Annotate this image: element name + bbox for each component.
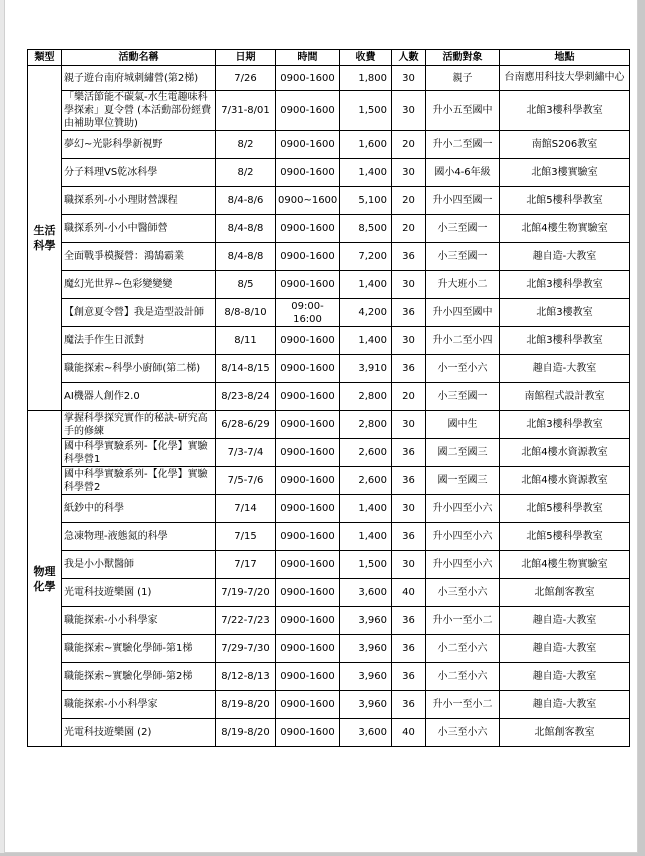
cell-count: 30 [392, 411, 426, 439]
cell-date: 7/17 [216, 551, 276, 579]
cell-date: 8/14-8/15 [216, 355, 276, 383]
cell-target: 升小四至小六 [426, 495, 500, 523]
cell-target: 國二至國三 [426, 439, 500, 467]
cell-count: 36 [392, 299, 426, 327]
cell-activity-name: 職探系列-小小中醫師營 [62, 215, 216, 243]
table-row [28, 719, 630, 747]
cell-fee: 1,400 [340, 495, 392, 523]
cell-activity-name: 職能探索~科學小廚師(第二梯) [62, 355, 216, 383]
cell-venue: 趣自造-大教室 [500, 691, 630, 719]
cell-activity-name: 職能探索~實驗化學師-第1梯 [62, 635, 216, 663]
cell-time: 0900-1600 [276, 243, 340, 271]
cell-type: 物理 化學 [28, 411, 62, 747]
table-row [28, 299, 630, 327]
cell-target: 升小四至國一 [426, 187, 500, 215]
cell-fee: 3,910 [340, 355, 392, 383]
cell-fee: 1,400 [340, 159, 392, 187]
cell-activity-name: 夢幻~光影科學新視野 [62, 131, 216, 159]
table-row [28, 91, 630, 131]
cell-activity-name: 【創意夏令營】我是造型設計師 [62, 299, 216, 327]
cell-target: 國小4-6年級 [426, 159, 500, 187]
cell-venue: 北館創客教室 [500, 719, 630, 747]
cell-activity-name: 分子料理VS乾冰科學 [62, 159, 216, 187]
cell-time: 0900-1600 [276, 579, 340, 607]
cell-count: 36 [392, 355, 426, 383]
activity-table [27, 49, 630, 747]
cell-target: 升小五至國中 [426, 91, 500, 131]
cell-time: 0900-1600 [276, 411, 340, 439]
cell-count: 40 [392, 579, 426, 607]
table-row [28, 66, 630, 91]
table-row [28, 607, 630, 635]
cell-target: 小三至小六 [426, 579, 500, 607]
header-target: 活動對象 [426, 50, 500, 66]
cell-count: 36 [392, 243, 426, 271]
table-row [28, 523, 630, 551]
cell-count: 40 [392, 719, 426, 747]
cell-activity-name: 國中科學實驗系列-【化學】實驗科學營1 [62, 439, 216, 467]
cell-activity-name: 魔法手作生日派對 [62, 327, 216, 355]
header-activity-name: 活動名稱 [62, 50, 216, 66]
cell-count: 36 [392, 635, 426, 663]
document-page [4, 0, 638, 853]
cell-target: 小三至小六 [426, 719, 500, 747]
cell-date: 8/4-8/8 [216, 243, 276, 271]
viewer-right-margin [638, 0, 645, 856]
cell-date: 8/11 [216, 327, 276, 355]
cell-fee: 1,500 [340, 91, 392, 131]
cell-target: 國一至國三 [426, 467, 500, 495]
cell-date: 8/12-8/13 [216, 663, 276, 691]
cell-venue: 北館5樓科學教室 [500, 523, 630, 551]
cell-date: 6/28-6/29 [216, 411, 276, 439]
cell-venue: 北館4樓水資源教室 [500, 467, 630, 495]
header-fee: 收費 [340, 50, 392, 66]
cell-count: 30 [392, 159, 426, 187]
cell-target: 小二至小六 [426, 635, 500, 663]
table-row [28, 355, 630, 383]
cell-activity-name: 親子遊台南府城刺繡營(第2梯) [62, 66, 216, 91]
cell-date: 7/26 [216, 66, 276, 91]
cell-venue: 趣自造-大教室 [500, 355, 630, 383]
cell-fee: 1,400 [340, 523, 392, 551]
cell-activity-name: 掌握科學探究實作的秘訣-研究高手的修練 [62, 411, 216, 439]
cell-date: 7/19-7/20 [216, 579, 276, 607]
cell-venue: 趣自造-大教室 [500, 243, 630, 271]
cell-venue: 台南應用科技大學刺繡中心 [500, 66, 630, 91]
cell-time: 09:00-16:00 [276, 299, 340, 327]
cell-count: 36 [392, 467, 426, 495]
cell-date: 8/19-8/20 [216, 691, 276, 719]
cell-target: 升小二至國一 [426, 131, 500, 159]
cell-time: 0900-1600 [276, 383, 340, 411]
cell-fee: 3,960 [340, 607, 392, 635]
cell-activity-name: 魔幻光世界~色彩變變變 [62, 271, 216, 299]
cell-date: 8/4-8/6 [216, 187, 276, 215]
cell-count: 20 [392, 383, 426, 411]
cell-target: 升小四至小六 [426, 523, 500, 551]
table-row [28, 383, 630, 411]
cell-venue: 北館4樓生物實驗室 [500, 215, 630, 243]
cell-date: 7/31-8/01 [216, 91, 276, 131]
cell-venue: 北館5樓科學教室 [500, 495, 630, 523]
cell-time: 0900-1600 [276, 635, 340, 663]
cell-date: 7/29-7/30 [216, 635, 276, 663]
cell-type: 生活 科學 [28, 66, 62, 411]
cell-date: 8/2 [216, 159, 276, 187]
cell-venue: 北館3樓科學教室 [500, 327, 630, 355]
cell-count: 30 [392, 91, 426, 131]
cell-target: 升小一至小二 [426, 691, 500, 719]
cell-target: 升小二至小四 [426, 327, 500, 355]
cell-time: 0900-1600 [276, 355, 340, 383]
table-row [28, 131, 630, 159]
cell-fee: 3,960 [340, 663, 392, 691]
cell-venue: 南館S206教室 [500, 131, 630, 159]
header-date: 日期 [216, 50, 276, 66]
cell-venue: 北館3樓實驗室 [500, 159, 630, 187]
table-row [28, 551, 630, 579]
table-row [28, 439, 630, 467]
header-row [28, 50, 630, 66]
cell-venue: 趣自造-大教室 [500, 607, 630, 635]
cell-activity-name: 職能探索-小小科學家 [62, 691, 216, 719]
cell-time: 0900-1600 [276, 215, 340, 243]
cell-activity-name: 光電科技遊樂園 (2) [62, 719, 216, 747]
header-venue: 地點 [500, 50, 630, 66]
cell-fee: 1,400 [340, 327, 392, 355]
table-row [28, 215, 630, 243]
cell-time: 0900-1600 [276, 467, 340, 495]
cell-time: 0900-1600 [276, 495, 340, 523]
cell-venue: 北館4樓生物實驗室 [500, 551, 630, 579]
cell-target: 國中生 [426, 411, 500, 439]
cell-fee: 1,500 [340, 551, 392, 579]
header-type: 類型 [28, 50, 62, 66]
cell-activity-name: 紙鈔中的科學 [62, 495, 216, 523]
cell-fee: 8,500 [340, 215, 392, 243]
cell-activity-name: 急凍物理-液態氮的科學 [62, 523, 216, 551]
cell-venue: 趣自造-大教室 [500, 635, 630, 663]
cell-count: 20 [392, 187, 426, 215]
cell-target: 升大班小二 [426, 271, 500, 299]
cell-fee: 1,800 [340, 66, 392, 91]
cell-activity-name: 職探系列-小小理財營課程 [62, 187, 216, 215]
cell-venue: 北館3樓教室 [500, 299, 630, 327]
cell-time: 0900-1600 [276, 271, 340, 299]
cell-activity-name: AI機器人創作2.0 [62, 383, 216, 411]
cell-venue: 北館5樓科學教室 [500, 187, 630, 215]
cell-date: 7/14 [216, 495, 276, 523]
table-row [28, 159, 630, 187]
cell-date: 7/15 [216, 523, 276, 551]
table-row [28, 635, 630, 663]
cell-date: 7/22-7/23 [216, 607, 276, 635]
cell-activity-name: 全面戰爭模擬營：鴻鵠霸業 [62, 243, 216, 271]
table-row [28, 327, 630, 355]
cell-time: 0900-1600 [276, 159, 340, 187]
cell-time: 0900-1600 [276, 131, 340, 159]
cell-fee: 2,600 [340, 439, 392, 467]
cell-activity-name: 光電科技遊樂園 (1) [62, 579, 216, 607]
cell-time: 0900-1600 [276, 523, 340, 551]
cell-count: 30 [392, 271, 426, 299]
cell-count: 36 [392, 523, 426, 551]
cell-time: 0900-1600 [276, 663, 340, 691]
cell-date: 7/5-7/6 [216, 467, 276, 495]
cell-fee: 7,200 [340, 243, 392, 271]
cell-fee: 3,600 [340, 719, 392, 747]
cell-time: 0900-1600 [276, 439, 340, 467]
cell-count: 36 [392, 607, 426, 635]
cell-venue: 北館4樓水資源教室 [500, 439, 630, 467]
cell-time: 0900-1600 [276, 66, 340, 91]
cell-fee: 1,400 [340, 271, 392, 299]
cell-target: 升小四至國中 [426, 299, 500, 327]
cell-count: 36 [392, 663, 426, 691]
cell-target: 小一至小六 [426, 355, 500, 383]
table-row [28, 495, 630, 523]
cell-target: 親子 [426, 66, 500, 91]
cell-time: 0900-1600 [276, 607, 340, 635]
cell-time: 0900~1600 [276, 187, 340, 215]
cell-date: 7/3-7/4 [216, 439, 276, 467]
table-row [28, 187, 630, 215]
table-body [28, 66, 630, 747]
cell-count: 36 [392, 439, 426, 467]
table-row [28, 579, 630, 607]
cell-date: 8/5 [216, 271, 276, 299]
cell-date: 8/19-8/20 [216, 719, 276, 747]
cell-activity-name: 我是小小獸醫師 [62, 551, 216, 579]
cell-time: 0900-1600 [276, 691, 340, 719]
cell-date: 8/4-8/8 [216, 215, 276, 243]
cell-fee: 2,600 [340, 467, 392, 495]
table-row [28, 411, 630, 439]
cell-date: 8/23-8/24 [216, 383, 276, 411]
header-count: 人數 [392, 50, 426, 66]
cell-fee: 2,800 [340, 411, 392, 439]
table-row [28, 663, 630, 691]
cell-date: 8/2 [216, 131, 276, 159]
cell-venue: 南館程式設計教室 [500, 383, 630, 411]
cell-target: 小三至國一 [426, 243, 500, 271]
cell-count: 30 [392, 66, 426, 91]
cell-fee: 3,960 [340, 635, 392, 663]
cell-venue: 北館創客教室 [500, 579, 630, 607]
cell-target: 升小一至小二 [426, 607, 500, 635]
cell-activity-name: 國中科學實驗系列-【化學】實驗科學營2 [62, 467, 216, 495]
table-row [28, 467, 630, 495]
cell-time: 0900-1600 [276, 551, 340, 579]
table-row [28, 691, 630, 719]
table-row [28, 243, 630, 271]
cell-fee: 2,800 [340, 383, 392, 411]
cell-target: 小三至國一 [426, 215, 500, 243]
cell-venue: 趣自造-大教室 [500, 663, 630, 691]
cell-venue: 北館3樓科學教室 [500, 411, 630, 439]
cell-fee: 1,600 [340, 131, 392, 159]
cell-activity-name: 職能探索~實驗化學師-第2梯 [62, 663, 216, 691]
cell-count: 30 [392, 551, 426, 579]
cell-target: 小三至國一 [426, 383, 500, 411]
cell-target: 升小四至小六 [426, 551, 500, 579]
cell-target: 小二至小六 [426, 663, 500, 691]
cell-time: 0900-1600 [276, 719, 340, 747]
cell-venue: 北館3樓科學教室 [500, 91, 630, 131]
table-row [28, 271, 630, 299]
cell-fee: 4,200 [340, 299, 392, 327]
cell-venue: 北館3樓科學教室 [500, 271, 630, 299]
cell-fee: 5,100 [340, 187, 392, 215]
cell-count: 20 [392, 131, 426, 159]
header-time: 時間 [276, 50, 340, 66]
cell-fee: 3,960 [340, 691, 392, 719]
cell-time: 0900-1600 [276, 327, 340, 355]
cell-count: 36 [392, 691, 426, 719]
cell-date: 8/8-8/10 [216, 299, 276, 327]
cell-count: 30 [392, 495, 426, 523]
cell-count: 20 [392, 215, 426, 243]
cell-activity-name: 職能探索-小小科學家 [62, 607, 216, 635]
cell-fee: 3,600 [340, 579, 392, 607]
cell-activity-name: 「樂活節能不碳氣-水生電趣味科學探索」夏令營 (本活動部份經費由補助單位贊助) [62, 91, 216, 131]
cell-time: 0900-1600 [276, 91, 340, 131]
cell-count: 30 [392, 327, 426, 355]
